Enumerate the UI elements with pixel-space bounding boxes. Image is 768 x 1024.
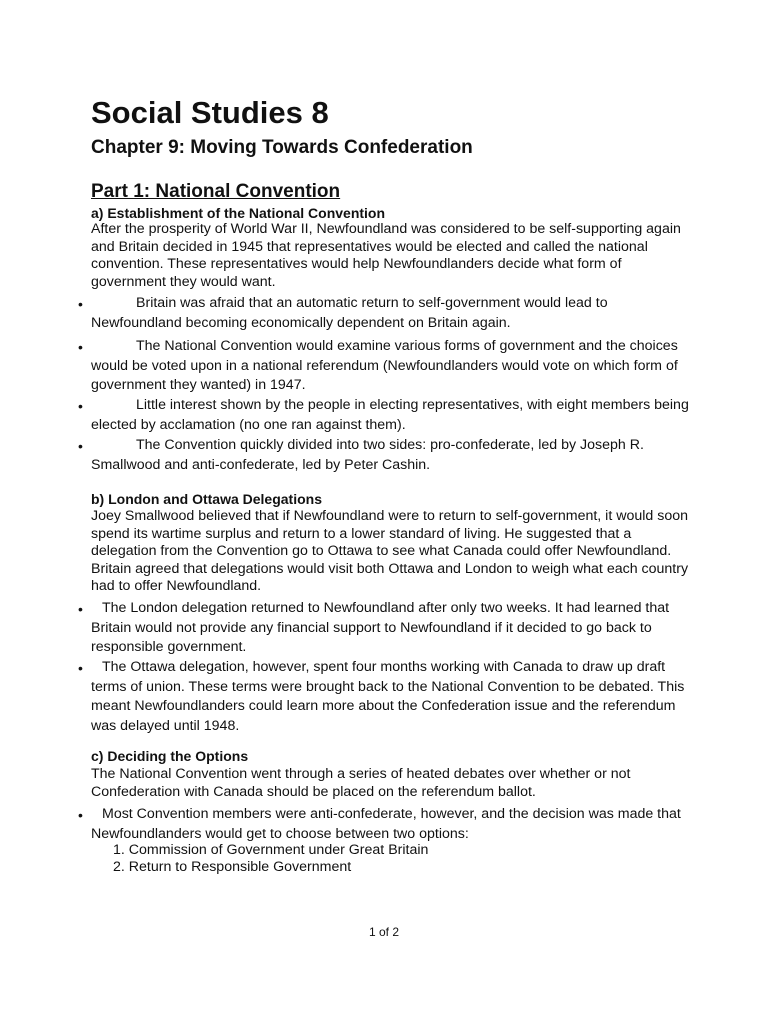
section-b-intro: Joey Smallwood believed that if Newfoundland were to return to self-government, it would soon spend its wartime surplus and return to a lower standard of living. He suggested that a delegation from the Convention go to Ottawa to see what Canada could offer Newfoundland. Britain agreed that delegations would visit both Ottawa and London to weigh what each country had to offer Newfoundland.	[91, 508, 689, 594]
page-number: 1 of 2	[368, 925, 400, 939]
section-a-item-1: Britain was afraid that an automatic return to self-government would lead to Newfoundland becoming economically dependent on Britain again.	[91, 295, 608, 331]
section-c-heading: c) Deciding the Options	[91, 748, 249, 764]
section-a-item-4: The Convention quickly divided into two sides: pro-confederate, led by Joseph R. Smallwood and anti-confederate, led by Peter Cashin.	[91, 437, 644, 473]
section-c-intro: The National Convention went through a series of heated debates over whether or not Confederation with Canada should be placed on the referendum ballot.	[91, 766, 631, 800]
bullet-icon: •	[78, 438, 83, 454]
section-a-item-3: Little interest shown by the people in electing representatives, with eight members being elected by acclamation (no one ran against them).	[91, 397, 689, 433]
bullet-icon: •	[78, 339, 83, 355]
bullet-icon: •	[78, 601, 83, 617]
bullet-icon: •	[78, 807, 83, 823]
part-title: Part 1: National Convention	[91, 181, 341, 202]
option-2: 2. Return to Responsible Government	[113, 859, 352, 875]
section-b-item-2: The Ottawa delegation, however, spent four months working with Canada to draw up draft terms of union. These terms were brought back to the National Convention to be debated. This meant Newfoundlanders could learn more about the Confederation issue and the referendum was delayed until 1948.	[91, 659, 685, 734]
chapter-title: Chapter 9: Moving Towards Confederation	[91, 137, 473, 158]
section-a-item-2: The National Convention would examine various forms of government and the choices would be voted upon in a national referendum (Newfoundlanders would vote on which form of government they wanted) in 1947.	[91, 338, 678, 393]
section-b-heading: b) London and Ottawa Delegations	[91, 491, 322, 507]
option-1: 1. Commission of Government under Great Britain	[113, 842, 429, 858]
bullet-icon: •	[78, 398, 83, 414]
section-a-intro: After the prosperity of World War II, Newfoundland was considered to be self-supporting again and Britain decided in 1945 that representatives would be elected and called the national convention. These representatives would help Newfoundlanders decide what form of government they would want.	[91, 221, 681, 290]
section-b-item-1: The London delegation returned to Newfoundland after only two weeks. It had learned that Britain would not provide any financial support to Newfoundland if it decided to go back to responsible government.	[91, 600, 670, 655]
document-title: Social Studies 8	[91, 95, 329, 130]
bullet-icon: •	[78, 660, 83, 676]
bullet-icon: •	[78, 296, 83, 312]
section-c-item-1: Most Convention members were anti-confederate, however, and the decision was made that Newfoundlanders would get to choose between two options:	[91, 806, 681, 842]
section-a-heading: a) Establishment of the National Convention	[91, 205, 386, 221]
